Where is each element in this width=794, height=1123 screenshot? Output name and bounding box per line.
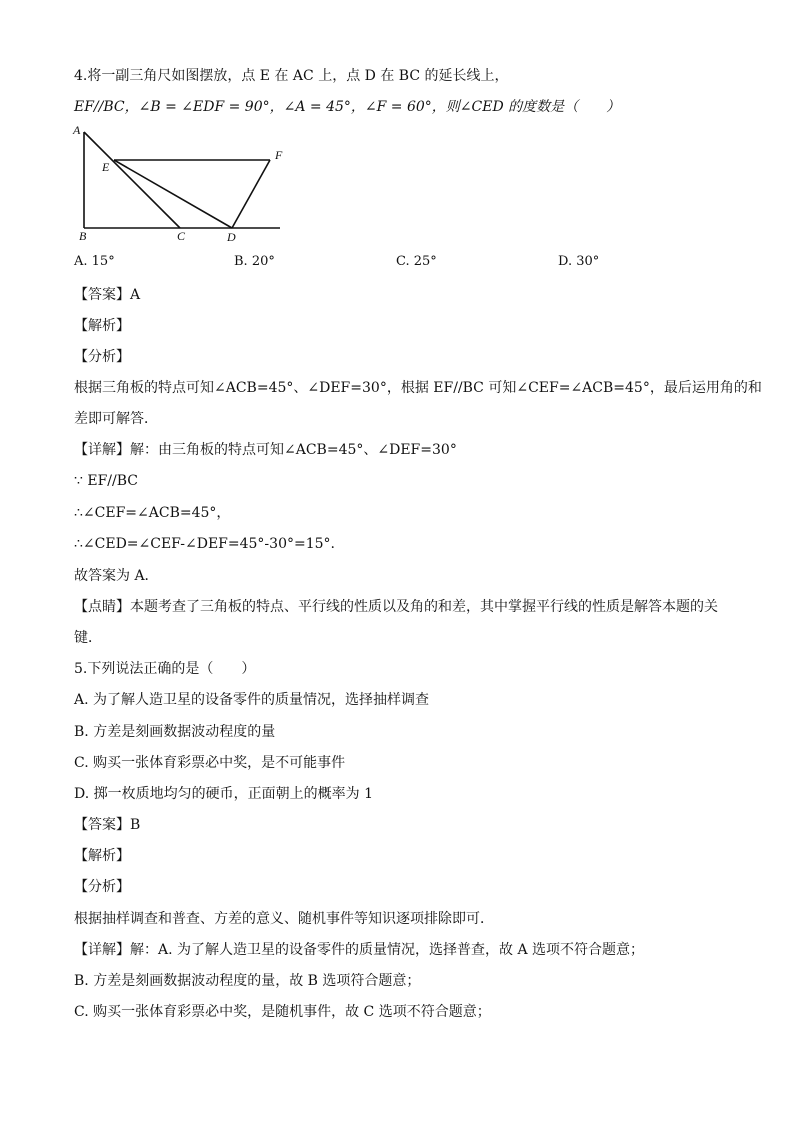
- q5-answer: 【答案】B: [74, 817, 141, 833]
- q5-fenxi-head: 【分析】: [74, 879, 130, 895]
- q4-answer: 【答案】A: [74, 287, 141, 303]
- q4-detail-line4: ∴∠CED=∠CEF-∠DEF=45°-30°=15°.: [74, 536, 335, 552]
- q5-analysis-head: 【解析】: [74, 848, 130, 864]
- q5-detail-line1: 【详解】解：A. 为了解人造卫星的设备零件的质量情况，选择普查，故 A 选项不符合题意；: [74, 942, 645, 958]
- label-F: F: [275, 148, 283, 162]
- triangle-ruler-figure: [72, 122, 292, 248]
- label-A: A: [73, 123, 81, 137]
- q4-option-b: B. 20°: [234, 254, 275, 269]
- q4-detail-line5: 故答案为 A．: [74, 568, 159, 584]
- segment-FD: [232, 160, 270, 228]
- q4-comment-line2: 键．: [74, 630, 102, 646]
- segment-AC: [84, 132, 180, 228]
- q5-option-c: C. 购买一张体育彩票必中奖，是不可能事件: [74, 755, 346, 771]
- q5-fenxi-line1: 根据抽样调查和普查、方差的意义、随机事件等知识逐项排除即可．: [74, 911, 494, 927]
- q5-option-a: A. 为了解人造卫星的设备零件的质量情况，选择抽样调查: [74, 692, 430, 708]
- label-D: D: [227, 230, 236, 244]
- q4-fenxi-head: 【分析】: [74, 349, 130, 365]
- q5-stem: 5.下列说法正确的是（ ）: [74, 661, 256, 677]
- q4-option-d: D. 30°: [558, 254, 600, 269]
- q4-detail-line3: ∴∠CEF=∠ACB=45°，: [74, 505, 231, 521]
- q5-option-b: B. 方差是刻画数据波动程度的量: [74, 724, 276, 740]
- q5-detail-line2: B. 方差是刻画数据波动程度的量，故 B 选项符合题意；: [74, 973, 421, 989]
- label-C: C: [177, 229, 186, 243]
- segment-ED: [114, 160, 232, 228]
- q4-option-a: A. 15°: [74, 254, 115, 269]
- q5-option-d: D. 掷一枚质地均匀的硬币，正面朝上的概率为 1: [74, 786, 373, 802]
- q4-fenxi-line1: 根据三角板的特点可知∠ACB=45°、∠DEF=30°，根据 EF//BC 可知∠CEF=∠ACB=45°，最后运用角的和: [74, 380, 762, 396]
- q4-detail-line1: 【详解】解：由三角板的特点可知∠ACB=45°、∠DEF=30°: [74, 442, 457, 458]
- label-B: B: [79, 229, 87, 243]
- q5-detail-line3: C. 购买一张体育彩票必中奖，是随机事件，故 C 选项不符合题意；: [74, 1004, 491, 1020]
- q4-analysis-head: 【解析】: [74, 318, 130, 334]
- q4-detail-line2: ∵ EF//BC: [74, 473, 138, 489]
- q4-fenxi-line2: 差即可解答．: [74, 411, 158, 427]
- q4-comment-line1: 【点睛】本题考查了三角板的特点、平行线的性质以及角的和差，其中掌握平行线的性质是解答本题的关: [74, 599, 718, 615]
- q4-stem-line2: EF//BC，∠B = ∠EDF = 90°，∠A = 45°，∠F = 60°，则∠CED 的度数是（ ）: [74, 99, 621, 115]
- q4-stem-line1: 4.将一副三角尺如图摆放，点 E 在 AC 上，点 D 在 BC 的延长线上，: [74, 68, 509, 84]
- q4-option-c: C. 25°: [396, 254, 437, 269]
- label-E: E: [102, 160, 110, 174]
